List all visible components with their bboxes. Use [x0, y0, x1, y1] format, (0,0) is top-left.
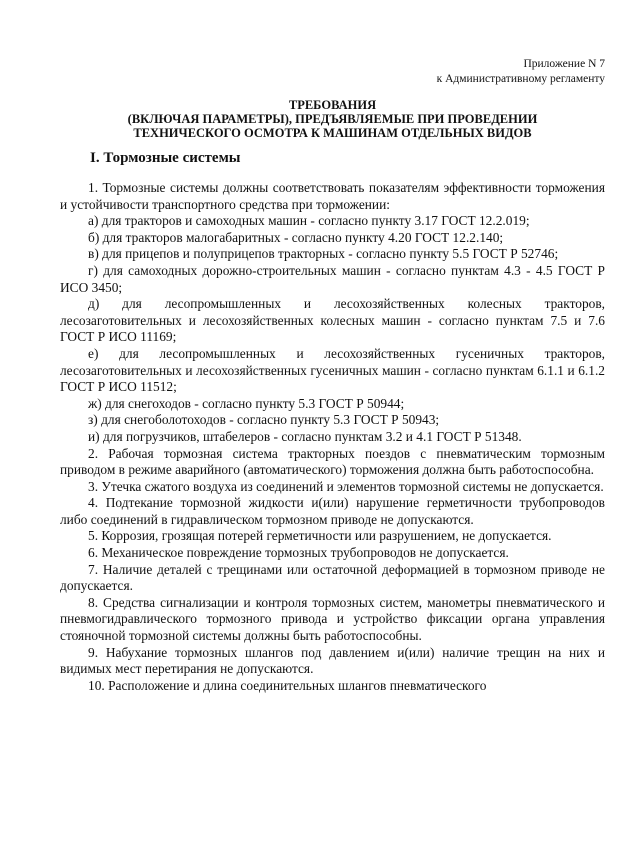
body-text — [60, 180, 605, 694]
title-line-2: (ВКЛЮЧАЯ ПАРАМЕТРЫ), ПРЕДЪЯВЛЯЕМЫЕ ПРИ ПРОВЕДЕНИИ — [127, 112, 538, 126]
paragraph-1d: г) для самоходных дорожно-строительных машин - согласно пунктам 4.3 - 4.5 ГОСТ Р ИСО 3450; — [60, 262, 605, 295]
paragraph-1c: в) для прицепов и полуприцепов тракторных - согласно пункту 5.5 ГОСТ Р 52746; — [88, 246, 559, 262]
appendix-header — [437, 57, 605, 87]
paragraph-6: 6. Механическое повреждение тормозных трубопроводов не допускается. — [88, 545, 509, 561]
appendix-reference: к Административному регламенту — [436, 73, 605, 85]
paragraph-1g: ж) для снегоходов - согласно пункту 5.3 ГОСТ Р 50944; — [88, 395, 405, 411]
section-heading: I. Тормозные системы — [90, 150, 241, 166]
paragraph-3: 3. Утечка сжатого воздуха из соединений и элементов тормозной системы не допускается. — [88, 478, 604, 494]
appendix-number: Приложение N 7 — [523, 58, 605, 70]
paragraph-10: 10. Расположение и длина соединительных шлангов пневматического — [88, 677, 487, 693]
paragraph-5: 5. Коррозия, грозящая потерей герметичности или разрушением, не допускается. — [88, 528, 552, 544]
paragraph-1h: з) для снегоболотоходов - согласно пункту 5.3 ГОСТ Р 50943; — [88, 412, 440, 428]
paragraph-1a: а) для тракторов и самоходных машин - согласно пункту 3.17 ГОСТ 12.2.019; — [88, 213, 530, 229]
paragraph-4: 4. Подтекание тормозной жидкости и(или) нарушение герметичности трубопроводов либо соединений в гидравлическом тормозном приводе не допускаются. — [60, 495, 605, 527]
paragraph-9: 9. Набухание тормозных шлангов под давлением и(или) наличие трещин на них и видимых мест перетирания не допускаются. — [60, 644, 605, 677]
title-line-1: ТРЕБОВАНИЯ — [288, 98, 377, 112]
paragraph-8: 8. Средства сигнализации и контроля тормозных систем, манометры пневматического и пневмогидравлического тормозного привода и устройство фиксации органа управления стояночной тормозной системы должны быть работоспособны. — [60, 594, 605, 644]
paragraph-1b: б) для тракторов малогабаритных - согласно пункту 4.20 ГОСТ 12.2.140; — [88, 229, 504, 245]
paragraph-1f: е) для лесопромышленных и лесохозяйственных гусеничных тракторов, лесозаготовительных и лесохозяйственных гусеничных машин - согласно пунктам 6.1.1 и 6.1.2 ГОСТ Р ИСО 11512; — [60, 345, 605, 395]
paragraph-1e: д) для лесопромышленных и лесохозяйственных колесных тракторов, лесозаготовительных и лесохозяйственных колесных машин - согласно пунктам 7.5 и 7.6 ГОСТ Р ИСО 11169; — [60, 296, 605, 345]
document-title — [60, 98, 605, 140]
paragraph-1: 1. Тормозные системы должны соответствовать показателям эффективности торможения и устойчивости транспортного средства при торможении: — [60, 180, 605, 212]
paragraph-1i: и) для погрузчиков, штабелеров - согласно пунктам 3.2 и 4.1 ГОСТ Р 51348. — [88, 428, 522, 444]
paragraph-7: 7. Наличие деталей с трещинами или остаточной деформацией в тормозном приводе не допускается. — [60, 561, 605, 594]
paragraph-2: 2. Рабочая тормозная система тракторных поездов с пневматическим тормозным приводом в режиме аварийного (автоматического) торможения должна быть работоспособна. — [60, 445, 605, 478]
title-line-3: ТЕХНИЧЕСКОГО ОСМОТРА К МАШИНАМ ОТДЕЛЬНЫХ ВИДОВ — [133, 126, 532, 140]
